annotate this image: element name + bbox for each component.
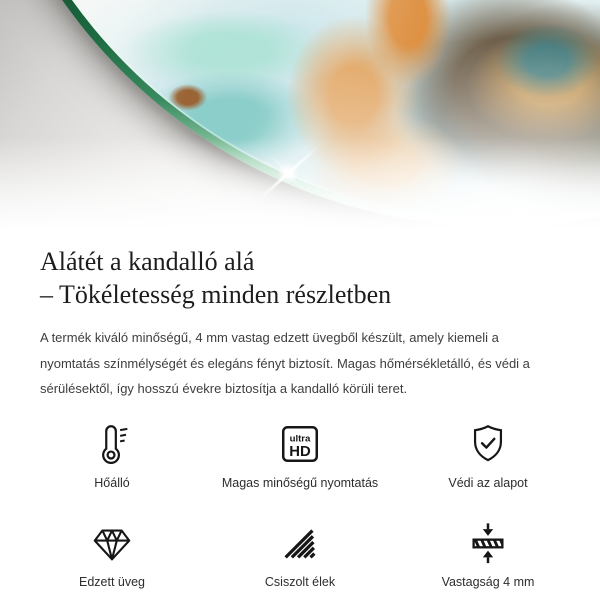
shield-check-icon	[465, 421, 511, 467]
ultra-hd-icon	[277, 421, 323, 467]
feature-print-quality	[206, 419, 394, 490]
glass-sparkle	[248, 133, 328, 213]
product-photo	[0, 0, 600, 237]
feature-tempered-glass	[18, 518, 206, 589]
feature-label: Védi az alapot	[448, 475, 528, 490]
feature-label: Magas minőségű nyomtatás	[221, 475, 379, 490]
svg-text:HD: HD	[289, 443, 311, 460]
polished-edges-icon	[277, 520, 323, 566]
svg-text:ultra: ultra	[289, 433, 311, 445]
page-title-line1: Alátét a kandalló alá	[40, 247, 255, 276]
thickness-icon	[465, 520, 511, 566]
thermometer-icon	[89, 421, 135, 467]
feature-label: Vastagság 4 mm	[441, 574, 535, 589]
feature-protects-base	[394, 419, 582, 490]
page-title	[40, 245, 560, 311]
feature-polished-edges	[206, 518, 394, 589]
product-description: A termék kiváló minőségű, 4 mm vastag edzett üvegből készült, amely kiemeli a nyomtatás színmélységét és elegáns fényt biztosít. Magas hőmérsékletálló, és védi a sérülésektől, így hosszú évekre biztosítja a kandalló körüli teret.	[40, 330, 530, 396]
feature-label: Edzett üveg	[78, 574, 145, 589]
page-title-line2: – Tökéletesség minden részletben	[40, 280, 392, 309]
feature-label: Hőálló	[94, 475, 130, 490]
feature-thickness	[394, 518, 582, 589]
feature-label: Csiszolt élek	[264, 574, 336, 589]
feature-grid	[0, 402, 600, 589]
diamond-icon	[89, 520, 135, 566]
feature-heat-resistant	[18, 419, 206, 490]
